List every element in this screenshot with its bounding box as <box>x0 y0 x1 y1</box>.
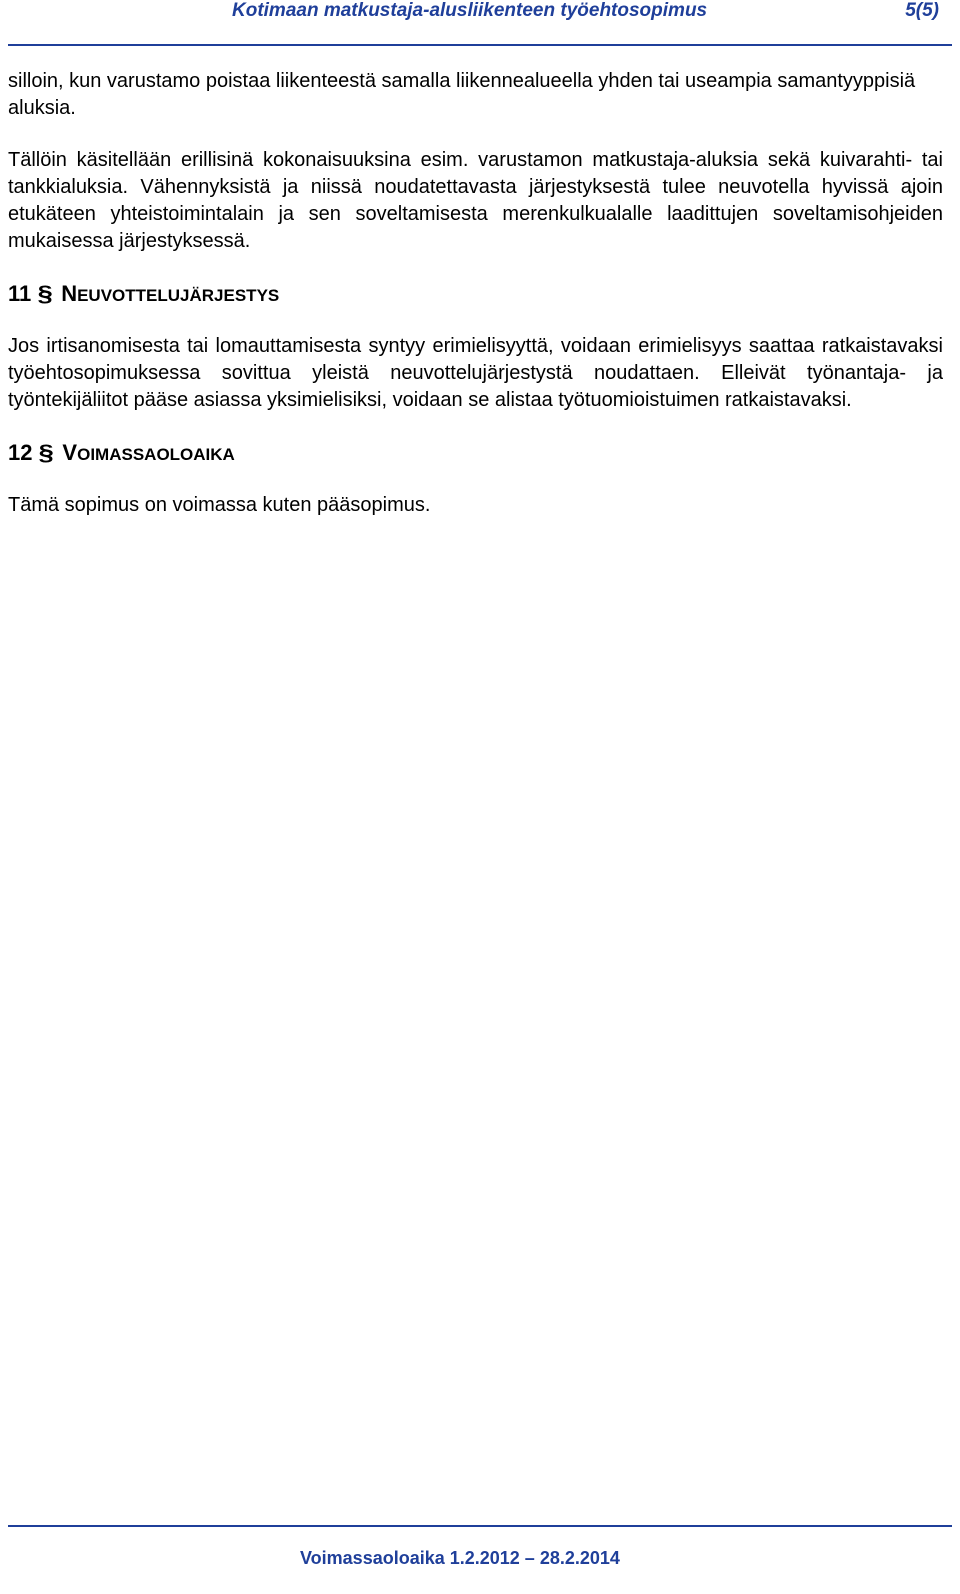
document-body <box>8 68 943 544</box>
validity-period: Voimassaoloaika 1.2.2012 – 28.2.2014 <box>300 1548 620 1568</box>
section-symbol: § <box>37 281 53 306</box>
footer-divider <box>8 1525 952 1527</box>
section-number: 12 <box>8 440 33 465</box>
section-title-initial: N <box>61 281 78 306</box>
page-number: 5(5) <box>905 0 939 21</box>
section-symbol: § <box>38 440 55 465</box>
section-11-heading <box>8 280 943 309</box>
section-title-initial: V <box>62 440 78 465</box>
section-title-rest: OIMASSAOLOAIKA <box>77 445 235 464</box>
document-title: Kotimaan matkustaja-alusliikenteen työehtosopimus <box>232 0 708 21</box>
paragraph-continuation: silloin, kun varustamo poistaa liikenteestä samalla liikennealueella yhden tai useampia samantyyppisiä aluksia. <box>8 70 916 119</box>
section-number: 11 <box>8 281 32 306</box>
section-12-text: Tämä sopimus on voimassa kuten pääsopimus. <box>8 494 431 516</box>
section-title-rest: EUVOTTELUJÄRJESTYS <box>77 286 280 305</box>
section-11-text: Jos irtisanomisesta tai lomauttamisesta syntyy erimielisyyttä, voidaan erimielisyys saattaa ratkaistavaksi työehtosopimuksessa sovittua yleistä neuvottelujärjestystä noudattaen. Elleivät työnantaja- ja työntekijäliitot pääse asiassa yksimielisiksi, voidaan se alistaa työtuomioistuimen ratkaistavaksi. <box>8 335 943 411</box>
section-12-heading <box>8 439 943 468</box>
paragraph-reductions: Tällöin käsitellään erillisinä kokonaisuuksina esim. varustamon matkustaja-aluksia sekä kuivarahti- tai tankkialuksia. Vähennyksistä ja niissä noudatettavasta järjestyksestä tulee neuvotella hyvissä ajoin etukäteen yhteistoimintalain ja sen soveltamisesta merenkulkualalle laadittujen soveltamisohjeiden mukaisessa järjestyksessä. <box>8 149 943 252</box>
page-footer <box>8 1525 952 1585</box>
header-divider <box>8 44 952 46</box>
page-header <box>8 0 952 46</box>
